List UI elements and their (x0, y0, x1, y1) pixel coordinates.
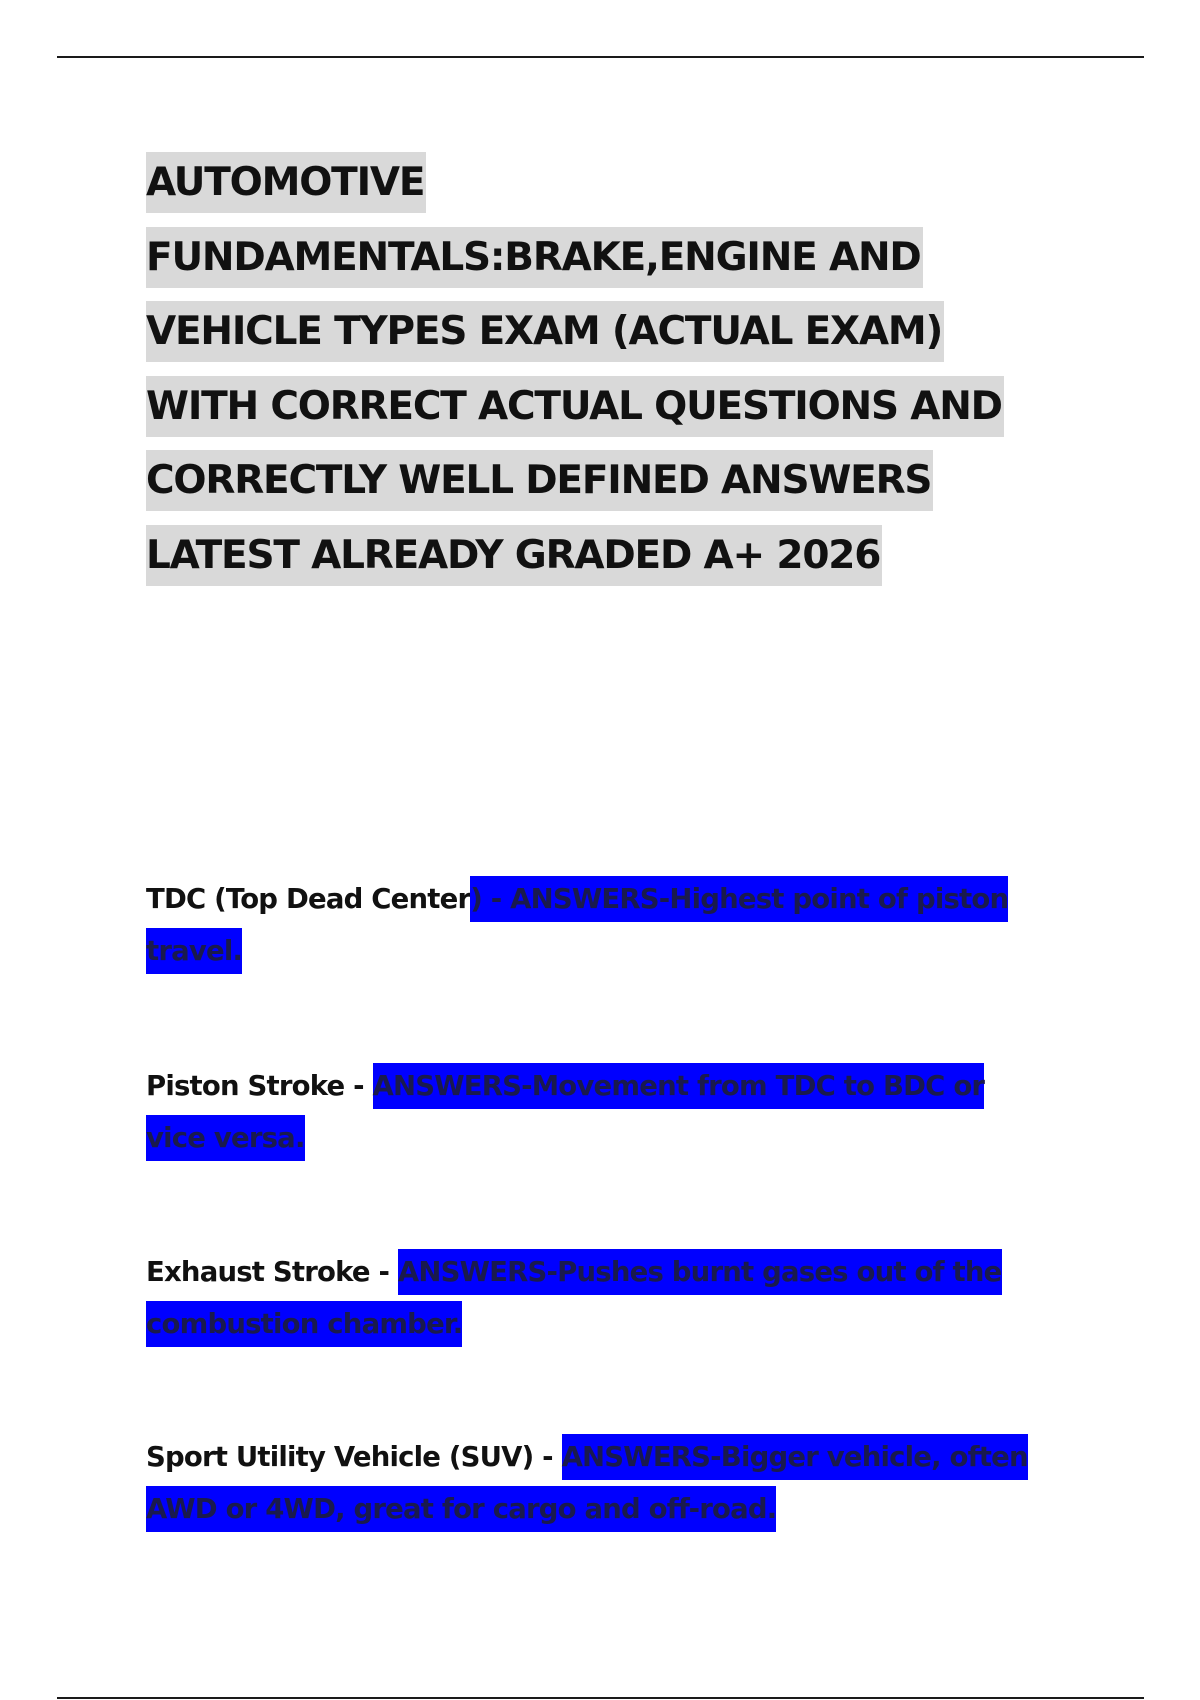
qa-answer-highlight: ) - ANSWERS-Highest point of piston travel. (146, 876, 1008, 974)
title-line: CORRECTLY WELL DEFINED ANSWERS (146, 450, 933, 511)
title-line: VEHICLE TYPES EXAM (ACTUAL EXAM) (146, 301, 944, 362)
title-line: AUTOMOTIVE (146, 152, 426, 213)
title-line: FUNDAMENTALS:BRAKE,ENGINE AND (146, 227, 923, 288)
qa-answer-highlight: ANSWERS-Pushes burnt gases out of the combustion chamber. (146, 1249, 1002, 1347)
qa-item-tdc (146, 874, 1046, 977)
qa-item-suv (146, 1432, 1046, 1535)
top-rule (57, 56, 1144, 58)
qa-answer-highlight: ANSWERS-Bigger vehicle, often AWD or 4WD, great for cargo and off-road. (146, 1434, 1028, 1532)
title-line: LATEST ALREADY GRADED A+ 2026 (146, 525, 882, 586)
qa-item-exhaust-stroke (146, 1247, 1046, 1350)
document-title (146, 146, 1066, 593)
qa-answer-highlight: ANSWERS-Movement from TDC to BDC or vice versa. (146, 1063, 984, 1161)
qa-term: Exhaust Stroke - (146, 1256, 398, 1288)
qa-term: Piston Stroke - (146, 1070, 373, 1102)
bottom-rule (57, 1697, 1144, 1699)
qa-term: TDC (Top Dead Center (146, 883, 471, 915)
title-line: WITH CORRECT ACTUAL QUESTIONS AND (146, 376, 1004, 437)
qa-term: Sport Utility Vehicle (SUV) - (146, 1441, 562, 1473)
qa-item-piston-stroke (146, 1061, 1046, 1164)
